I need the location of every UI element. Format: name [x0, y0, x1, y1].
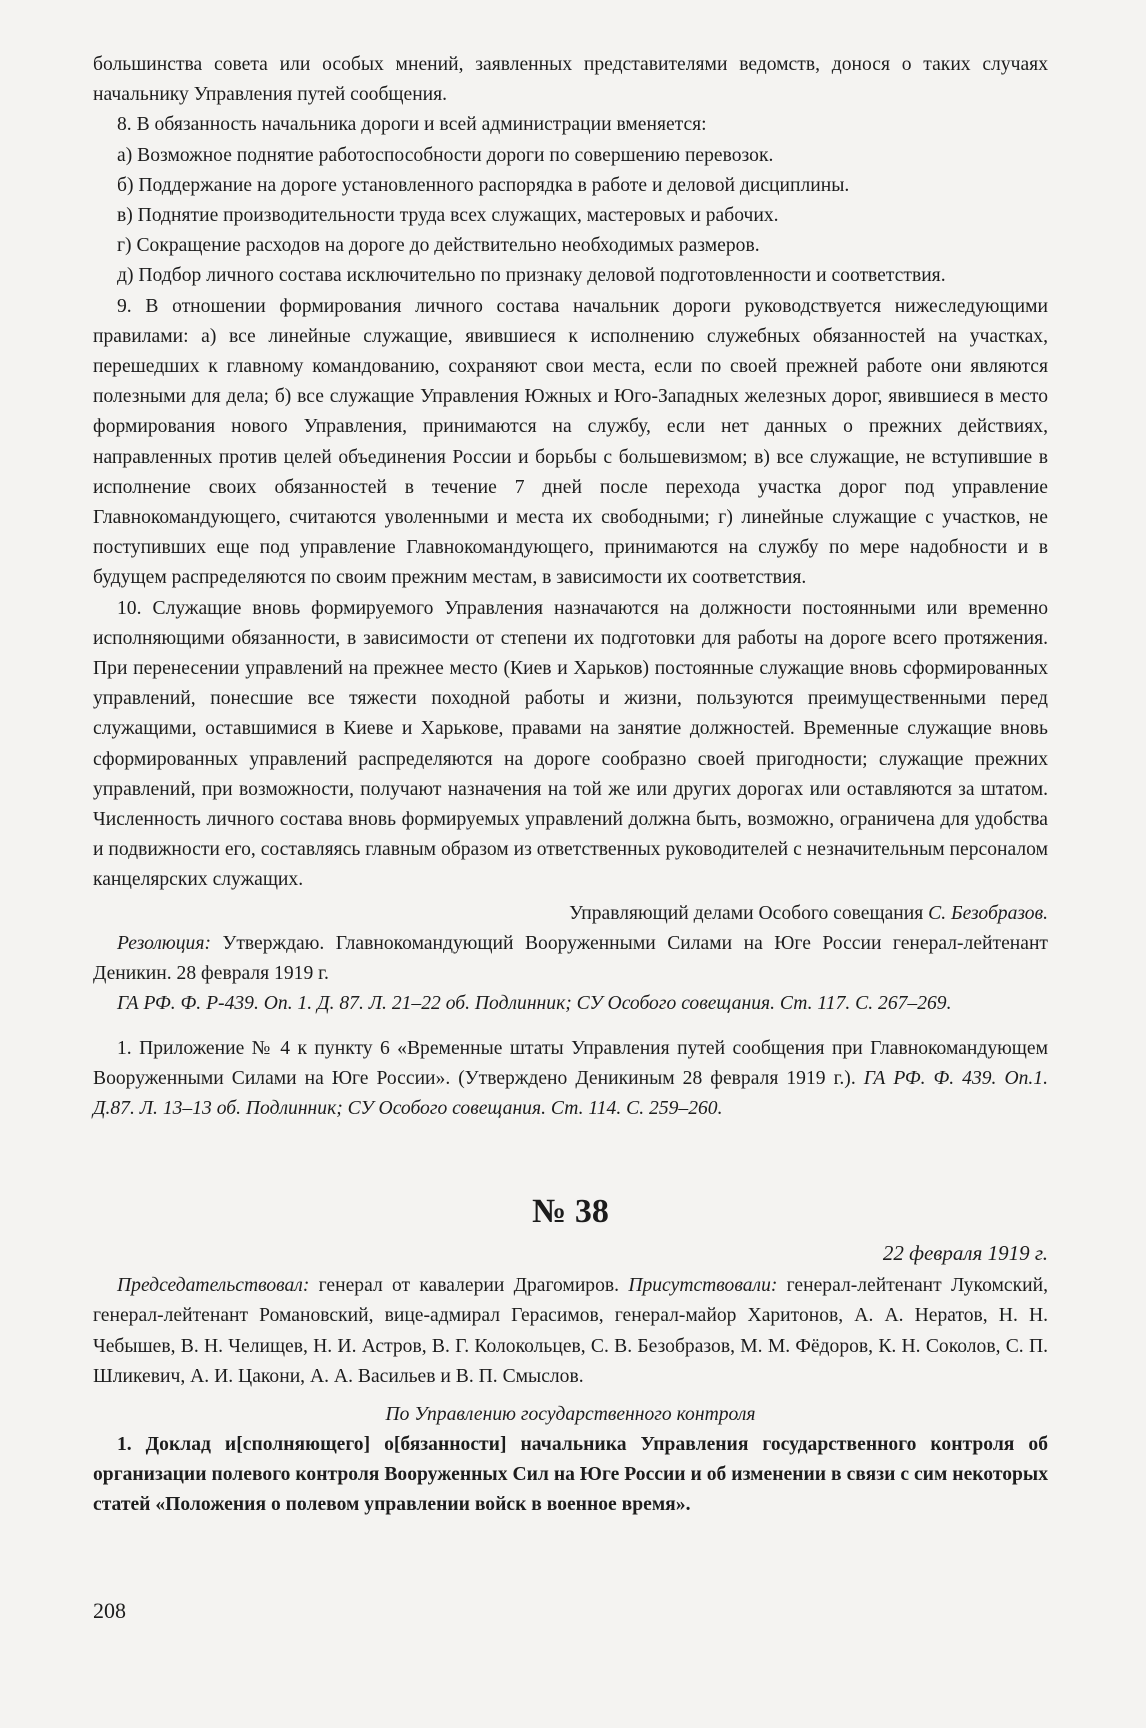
paragraph-clause-8a: а) Возможное поднятие работоспособности дороги по совершению перевозок.: [117, 144, 774, 166]
present-label: Присутствовали:: [628, 1275, 778, 1297]
resolution-text: Утверждаю. Главнокомандующий Вооруженными Силами на Юге России генерал-лейтенант Деникин. 28 февраля 1919 г.: [93, 932, 1048, 985]
paragraph-clause-8: 8. В обязанность начальника дороги и всей администрации вменяется:: [117, 114, 707, 136]
chair-label: Председательствовал:: [117, 1275, 310, 1297]
section-title: По Управлению государственного контроля: [385, 1403, 756, 1425]
resolution: [93, 929, 1048, 989]
item-title: 1. Доклад и[сполняющего] о[бязанности] начальника Управления государственного контроля об организации полевого контроля Вооруженных Сил на Юге России и об изменении в связи с сим некоторых статей «Положения о полевом управлении войск в военное время».: [93, 1433, 1048, 1516]
appendix-note: [93, 1034, 1048, 1125]
resolution-label: Резолюция:: [117, 932, 211, 954]
appendix-text: 1. Приложение № 4 к пункту 6 «Временные штаты Управления путей сообщения при Главнокомандующем Вооруженными Силами на Юге России». (Утверждено Деникиным 28 февраля 1919 г.).: [93, 1037, 1048, 1089]
signature-line: [93, 899, 1048, 929]
presidium: [93, 1271, 1048, 1392]
paragraph-continuation: большинства совета или особых мнений, заявленных представителями ведомств, донося о таких случаях начальнику Управления путей сообщения.: [93, 54, 1048, 106]
archive-reference: ГА РФ. Ф. Р-439. Оп. 1. Д. 87. Л. 21–22 об. Подлинник; СУ Особого совещания. Ст. 117. С. 267–269.: [117, 993, 952, 1015]
paragraph-clause-8d: г) Сокращение расходов на дороге до действительно необходимых размеров.: [117, 235, 760, 257]
page-number: 208: [93, 1598, 126, 1623]
paragraph-clause-8b: б) Поддержание на дороге установленного распорядка в работе и деловой дисциплины.: [117, 174, 850, 196]
chair-text: генерал от кавалерии Драгомиров.: [309, 1275, 629, 1297]
paragraph-clause-8c: в) Поднятие производительности труда всех служащих, мастеровых и рабочих.: [117, 205, 779, 227]
signature-name: С. Безобразов.: [928, 902, 1048, 924]
appendix-reference: ГА РФ. Ф. 439. Оп.1. Д.87. Л. 13–13 об. Подлинник; СУ Особого совещания. Ст. 114. С. 259–260.: [93, 1067, 1048, 1119]
document-number: № 38: [532, 1193, 609, 1231]
paragraph-clause-9: 9. В отношении формирования личного состава начальник дороги руководствуется нижеследующими правилами: а) все линейные служащие, явившиеся к исполнению служебных обязанностей на участках, перешедших к главному командованию, сохраняют свои места, если по своей прежней работе они являются полезными для дела; б) все служащие Управления Южных и Юго-Западных железных дорог, явившиеся в место формирования нового Управления, принимаются на службу, если нет данных о прежних действиях, направленных против целей объединения России и борьбы с большевизмом; в) все служащие, не вступившие в исполнение своих обязанностей в течение 7 дней после перехода участка дорог под управление Главнокомандующего, считаются уволенными и места их свободными; г) линейные служащие с участков, не поступивших еще под управление Главнокомандующего, принимаются на службу по мере надобности и в будущем распределяются по своим прежним местам, в зависимости их соответствия.: [93, 295, 1048, 589]
document-date: 22 февраля 1919 г.: [882, 1241, 1048, 1266]
paragraph-clause-10: 10. Служащие вновь формируемого Управления назначаются на должности постоянными или временно исполняющими обязанности, в зависимости от степени их подготовки для работы на дороге всего протяжения. При перенесении управлений на прежнее место (Киев и Харьков) постоянные служащие вновь сформированных управлений, понесшие все тяжести походной работы и жизни, пользуются преимущественными перед служащими, оставшимися в Киеве и Харькове, правами на занятие должностей. Временные служащие вновь сформированных управлений распределяются на дороге сообразно своей пригодности; служащие прежних управлений, при возможности, получают назначения на той же или других дорогах или оставляются за штатом. Численность личного состава вновь формируемых управлений должна быть, возможно, ограничена для удобства и подвижности его, составляясь главным образом из ответственных руководителей с незначительным персоналом канцелярских служащих.: [93, 597, 1048, 891]
present-text: генерал-лейтенант Лукомский, генерал-лейтенант Романовский, вице-адмирал Герасимов, генерал-майор Харитонов, А. А. Нератов, Н. Н. Чебышев, В. Н. Челищев, Н. И. Астров, В. Г. Колокольцев, С. В. Безобразов, М. М. Фёдоров, К. Н. Соколов, С. П. Шликевич, А. И. Цакони, А. А. Васильев и В. П. Смыслов.: [93, 1275, 1048, 1387]
paragraph-clause-8e: д) Подбор личного состава исключительно по признаку деловой подготовленности и соответствия.: [117, 265, 946, 287]
signature-text: Управляющий делами Особого совещания: [569, 902, 929, 924]
